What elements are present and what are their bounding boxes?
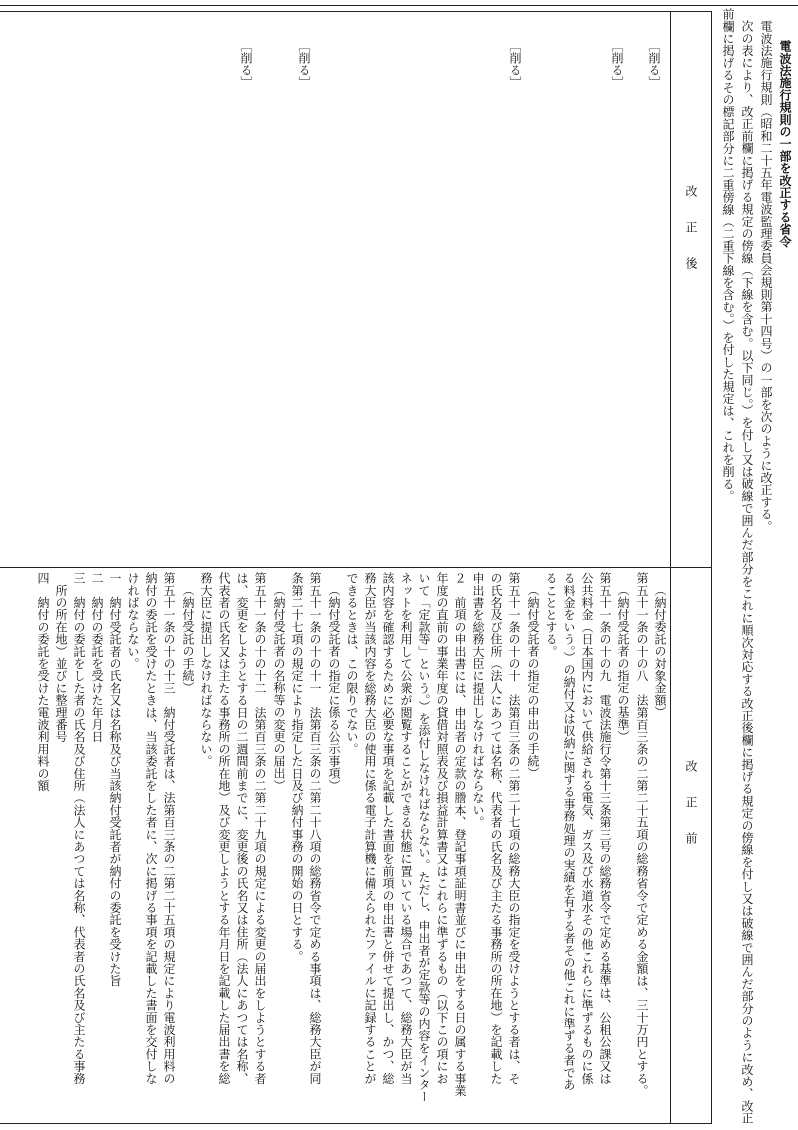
heading-application-procedure: （納付受託者の指定の申出の手続） [526, 584, 540, 780]
heading-payment-procedure: （納付受託の手続） [181, 584, 195, 694]
article-51-10-12-line: 務大臣に提出しなければならない。 [199, 572, 213, 768]
list-item-3: 三 納付の委託をした者の氏名及び住所（法人にあつては名称、代表者の氏名及び主たる事務 [72, 572, 86, 1085]
article-51-10-9-line: ることとする。 [544, 572, 558, 658]
article-51-10-13-line: 納付の委託を受けたときは、当該委託をした者に、次に掲げる事項を記載した書面を交付しな [144, 572, 158, 1085]
article-51-10-11-line: 条第二十七項の規定により指定した日及び納付事務の開始の日とする。 [290, 572, 304, 963]
header-divider-before [670, 567, 671, 1124]
deleted-mark: ［削る］ [239, 40, 253, 88]
deleted-mark: ［削る］ [508, 40, 522, 88]
list-item-4: 四 納付の委託を受けた電波利用料の額 [36, 572, 50, 792]
top-border [0, 5, 798, 6]
paragraph-2-line: できるときは、この限りでない。 [345, 572, 359, 755]
intro-paragraph-2-line-2: 前欄に掲げるその標記部分に二重傍線（二重下線を含む。）を付した規定は、これを削る。 [721, 8, 735, 503]
ordinance-title: 電波法施行規則の一部を改正する省令 [778, 40, 792, 248]
table-top-border [0, 11, 712, 12]
heading-designation-criteria: （納付受託者の指定の基準） [616, 584, 630, 743]
intro-paragraph-2-line-1: 次の表により、改正前欄に掲げる規定の傍線（下線を含む。以下同じ。）を付し又は破線で囲んだ部分をこれに順次対応する改正後欄に掲げる規定の傍線を付し又は破線で囲んだ部分のように改め、改正 [740, 20, 754, 1125]
article-51-10-11-line: 第五十一条の十の十一 法第百三条の二第二十八項の総務省令で定める事項は、総務大臣が同 [308, 572, 322, 1085]
list-item-1: 一 納付受託者の氏名又は名称及び当該納付受託者が納付の委託を受けた旨 [108, 572, 122, 987]
article-51-10-8: 第五十一条の十の八 法第百三条の二第二十五項の総務省令で定める金額は、三十万円とする。 [635, 572, 649, 1097]
article-51-10-13-line: ければならない。 [126, 572, 140, 670]
paragraph-2-line: ２ 前項の申出書には、申出者の定款の謄本、登記事項証明書並びに申出をする日の属する事業 [453, 572, 467, 1097]
header-divider-after [670, 11, 671, 567]
article-51-10-10-line: 申出書を総務大臣に提出しなければならない。 [471, 572, 485, 829]
paragraph-2-line: いて「定款等」という。）を添付しなければならない。ただし、申出者が定款等の内容をインター [417, 572, 431, 1103]
deleted-mark: ［削る］ [610, 40, 624, 88]
column-divider [0, 567, 712, 568]
intro-paragraph-1: 電波法施行規則（昭和二十五年電波監理委員会規則第十四号）の一部を次のように改正する。 [759, 20, 773, 533]
table-bottom-border [0, 1123, 712, 1124]
article-51-10-12-line: 代表者の氏名又は主たる事務所の所在地）及び変更しようとする年月日を記載した届出書を総 [217, 572, 231, 1085]
list-item-3-continued: 所の所在地）並びに整理番号 [54, 572, 68, 743]
article-51-10-10-line: 第五十一条の十の十 法第百三条の二第二十七項の総務大臣の指定を受けようとする者は、そ [507, 572, 521, 1085]
list-item-2: 二 納付の委託を受けた年月日 [90, 572, 104, 743]
heading-name-change: （納付受託者の名称等の変更の届出） [272, 584, 286, 792]
paragraph-2-line: 該内容を確認するために必要な事項を記載した書面を前項の申出書と併せて提出し、かつ、総 [381, 572, 395, 1085]
article-51-10-12-line: は、変更をしようとする日の二週間前までに、変更後の氏名又は住所（法人にあつては名称、 [235, 572, 249, 1085]
header-after-revision: 改 正 後 [684, 185, 698, 269]
deleted-mark: ［削る］ [297, 40, 311, 88]
paragraph-2-line: ネットを利用して公衆が閲覧することができる状態に置いている場合であつて、総務大臣が当 [399, 572, 413, 1085]
deleted-mark: ［削る］ [647, 40, 661, 88]
paragraph-2-line: 年度の直前の事業年度の貸借対照表及び損益計算書又はこれらに準ずるもの（以下この項にお [435, 572, 449, 1085]
article-51-10-13-line: 第五十一条の十の十三 納付受託者は、法第百三条の二第二十五項の規定により電波利用料の [162, 572, 176, 1085]
header-before-revision: 改 正 前 [684, 760, 698, 844]
heading-payment-scope: （納付委託の対象金額） [653, 584, 667, 719]
article-51-10-9-line: る料金をいう。）の納付又は収納に関する事務処理の実績を有する者その他これに準ずる者であ [562, 572, 576, 1091]
article-51-10-10-line: の氏名及び住所（法人にあつては名称、代表者の氏名及び主たる事務所の所在地）を記載した [489, 572, 503, 1085]
article-51-10-9-line: 第五十一条の十の九 電波法施行令第十三条第三号の総務省令で定める基準は、公租公課又は [598, 572, 612, 1085]
article-51-10-12-line: 第五十一条の十の十二 法第百三条の二第二十九項の規定による変更の届出をしようとする者 [253, 572, 267, 1085]
heading-public-notice: （納付受託者の指定に係る公示事項） [327, 584, 341, 792]
article-51-10-9-line: 公共料金（日本国内において供給される電気、ガス及び水道水その他これらに準ずるものに係 [580, 572, 594, 1085]
paragraph-2-line: 務大臣が当該内容を総務大臣の使用に係る電子計算機に備えられたファイルに記録することが [363, 572, 377, 1085]
